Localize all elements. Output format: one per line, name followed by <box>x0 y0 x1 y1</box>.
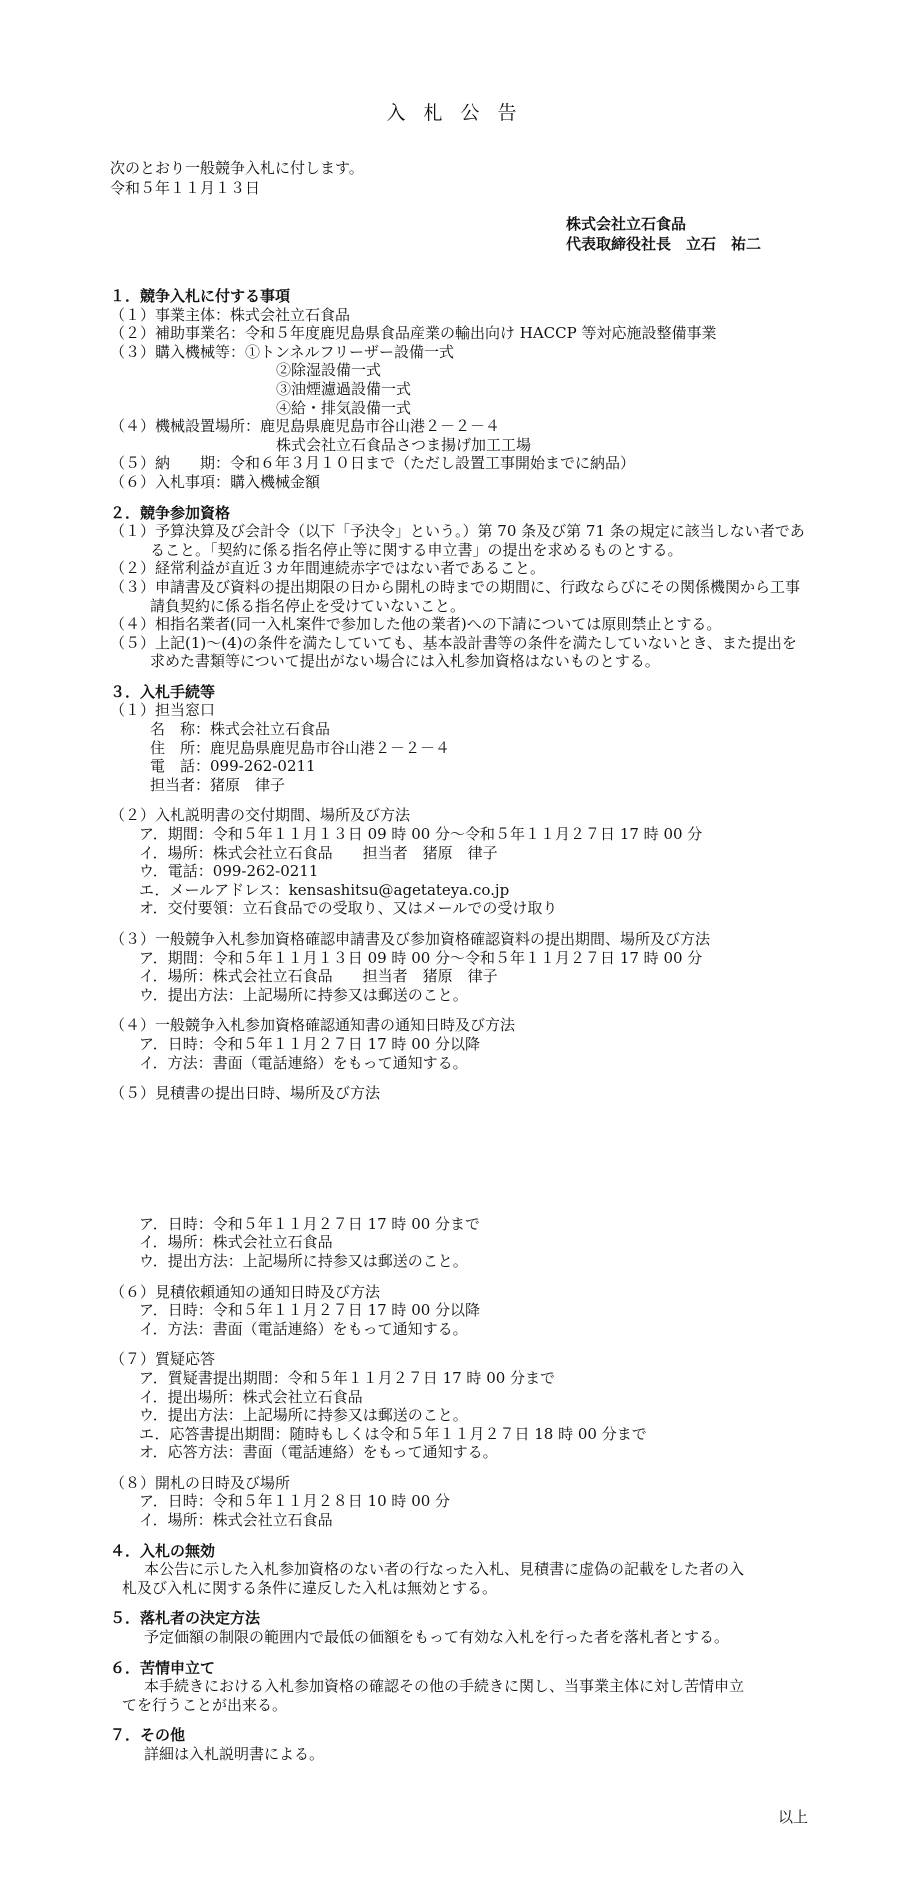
section-2-heading: ２．競争参加資格 <box>110 503 231 522</box>
s3-explain-item-1: ア．期間：令和５年１１月１３日 09 時 00 分～令和５年１１月２７日 17 時 00 分 <box>139 825 703 844</box>
s3-qa-item-1: ア．質疑書提出期間：令和５年１１月２７日 17 時 00 分まで <box>139 1368 556 1387</box>
s3-qa-item-4: エ．応答書提出期間：随時もしくは令和５年１１月２７日 18 時 00 分まで <box>139 1424 647 1443</box>
s3-estimate-item-2: イ．場所：株式会社立石食品 <box>139 1233 333 1252</box>
s3-contact-phone: 電 話：099-262-0211 <box>150 757 316 776</box>
s3-notice-item-1: ア．日時：令和５年１１月２７日 17 時 00 分以降 <box>139 1034 481 1053</box>
s6-body-line-1: 本手続きにおける入札参加資格の確認その他の手続きに関し、当事業主体に対し苦情申立 <box>144 1677 745 1696</box>
s3-explain-item-5: オ．交付要領：立石食品での受取り、又はメールでの受け取り <box>139 899 558 918</box>
s1-equipment-3: ③油煙濾過設備一式 <box>276 379 412 398</box>
s3-apply-item-2: イ．場所：株式会社立石食品 担当者 猪原 律子 <box>139 967 498 986</box>
closing-mark: 以上 <box>778 1808 809 1826</box>
s3-apply-item-1: ア．期間：令和５年１１月１３日 09 時 00 分～令和５年１１月２７日 17 時 00 分 <box>139 948 703 967</box>
s2-item-4: （４）相指名業者(同一入札案件で参加した他の業者)への下請については原則禁止とする。 <box>110 615 722 634</box>
s6-body-line-2: てを行うことが出来る。 <box>122 1695 288 1714</box>
section-6-heading: ６．苦情申立て <box>110 1658 216 1677</box>
document-title: 入 札 公 告 <box>386 102 523 124</box>
s2-item-3: （３）申請書及び資料の提出期限の日から開札の時までの期間に、行政ならびにその関係機関から工事請負契約に係る指名停止を受けていないこと。 <box>110 577 801 615</box>
s3-request-item-2: イ．方法：書面（電話連絡）をもって通知する。 <box>139 1319 468 1338</box>
intro-block <box>110 158 364 198</box>
intro-text: 次のとおり一般競争入札に付します。 <box>110 159 364 177</box>
s3-contact-person: 担当者：猪原 律子 <box>150 775 286 794</box>
document-body <box>110 287 810 1764</box>
s3-qa-item-2: イ．提出場所：株式会社立石食品 <box>139 1387 363 1406</box>
s3-qa-item-5: オ．応答方法：書面（電話連絡）をもって通知する。 <box>139 1443 498 1462</box>
s3-contact-name: 名 称：株式会社立石食品 <box>150 720 331 739</box>
s3-notice-item-2: イ．方法：書面（電話連絡）をもって通知する。 <box>139 1053 468 1072</box>
issuer-company: 株式会社立石食品 <box>566 215 687 233</box>
s3-contact-address: 住 所：鹿児島県鹿児島市谷山港２－２－４ <box>150 738 451 757</box>
s1-item-2: （２）補助事業名：令和５年度鹿児島県食品産業の輸出向け HACCP 等対応施設整備事業 <box>110 324 717 343</box>
s1-equipment-4: ④給・排気設備一式 <box>276 398 412 417</box>
s1-item-1: （１）事業主体：株式会社立石食品 <box>110 305 351 324</box>
s3-request-item-1: ア．日時：令和５年１１月２７日 17 時 00 分以降 <box>139 1301 481 1320</box>
s3-qa-title: （７）質疑応答 <box>110 1350 216 1369</box>
section-3-heading: ３．入札手続等 <box>110 682 216 701</box>
s3-contact-title: （１）担当窓口 <box>110 701 216 720</box>
s1-item-6: （６）入札事項：購入機械金額 <box>110 472 321 491</box>
s1-item-3: （３）購入機械等：①トンネルフリーザー設備一式 <box>110 342 454 361</box>
section-1-heading: １．競争入札に付する事項 <box>110 287 291 305</box>
s2-item-5: （５）上記(1)～(4)の条件を満たしていても、基本設計書等の条件を満たしていないとき、また提出を求めた書類等について提出がない場合には入札参加資格はないものとする。 <box>110 633 797 671</box>
s3-request-title: （６）見積依頼通知の通知日時及び方法 <box>110 1282 381 1301</box>
s1-item-4: （４）機械設置場所：鹿児島県鹿児島市谷山港２－２－４ <box>110 417 501 436</box>
s3-explain-title: （２）入札説明書の交付期間、場所及び方法 <box>110 806 411 825</box>
s3-estimate-item-3: ウ．提出方法：上記場所に持参又は郵送のこと。 <box>139 1251 468 1270</box>
s3-notice-title: （４）一般競争入札参加資格確認通知書の通知日時及び方法 <box>110 1016 516 1035</box>
s2-item-1: （１）予算決算及び会計令（以下「予決令」という。）第 70 条及び第 71 条の規定に該当しない者であること。「契約に係る指名停止等に関する申立書」の提出を求めるものとする。 <box>110 522 805 559</box>
issuer-representative: 代表取締役社長 立石 祐二 <box>566 235 762 253</box>
s3-explain-item-2: イ．場所：株式会社立石食品 担当者 猪原 律子 <box>139 843 498 862</box>
s3-opening-title: （８）開札の日時及び場所 <box>110 1473 291 1492</box>
section-4-heading: ４．入札の無効 <box>110 1541 216 1560</box>
s3-opening-item-1: ア．日時：令和５年１１月２８日 10 時 00 分 <box>139 1492 451 1511</box>
s3-explain-item-3: ウ．電話：099-262-0211 <box>139 862 319 881</box>
s1-equipment-2: ②除湿設備一式 <box>276 361 382 380</box>
intro-date: 令和５年１１月１３日 <box>110 179 261 197</box>
s3-explain-item-4: エ．メールアドレス：kensashitsu@agetateya.co.jp <box>139 880 510 899</box>
s4-body-line-1: 本公告に示した入札参加資格のない者の行なった入札、見積書に虚偽の記載をした者の入 <box>144 1560 745 1579</box>
s7-body: 詳細は入札説明書による。 <box>144 1745 325 1763</box>
s3-apply-title: （３）一般競争入札参加資格確認申請書及び参加資格確認資料の提出期間、場所及び方法 <box>110 930 711 948</box>
s3-apply-item-3: ウ．提出方法：上記場所に持参又は郵送のこと。 <box>139 985 468 1004</box>
issuer-block <box>566 214 761 254</box>
s2-item-2: （２）経常利益が直近３カ年間連続赤字ではない者であること。 <box>110 559 546 578</box>
s4-body-line-2: 札及び入札に関する条件に違反した入札は無効とする。 <box>122 1578 498 1597</box>
section-5-heading: ５．落札者の決定方法 <box>110 1609 261 1628</box>
section-7-heading: ７．その他 <box>110 1726 186 1745</box>
s5-body: 予定価額の制限の範囲内で最低の価額をもって有効な入札を行った者を落札者とする。 <box>144 1628 730 1647</box>
s3-estimate-item-1: ア．日時：令和５年１１月２７日 17 時 00 分まで <box>139 1214 481 1233</box>
s3-estimate-title: （５）見積書の提出日時、場所及び方法 <box>110 1084 381 1103</box>
s1-item-4-cont: 株式会社立石食品さつま揚げ加工工場 <box>276 435 532 454</box>
s3-opening-item-2: イ．場所：株式会社立石食品 <box>139 1511 333 1530</box>
s1-item-5: （５）納 期：令和６年３月１０日まで（ただし設置工事開始までに納品） <box>110 454 636 473</box>
s3-qa-item-3: ウ．提出方法：上記場所に持参又は郵送のこと。 <box>139 1406 468 1425</box>
